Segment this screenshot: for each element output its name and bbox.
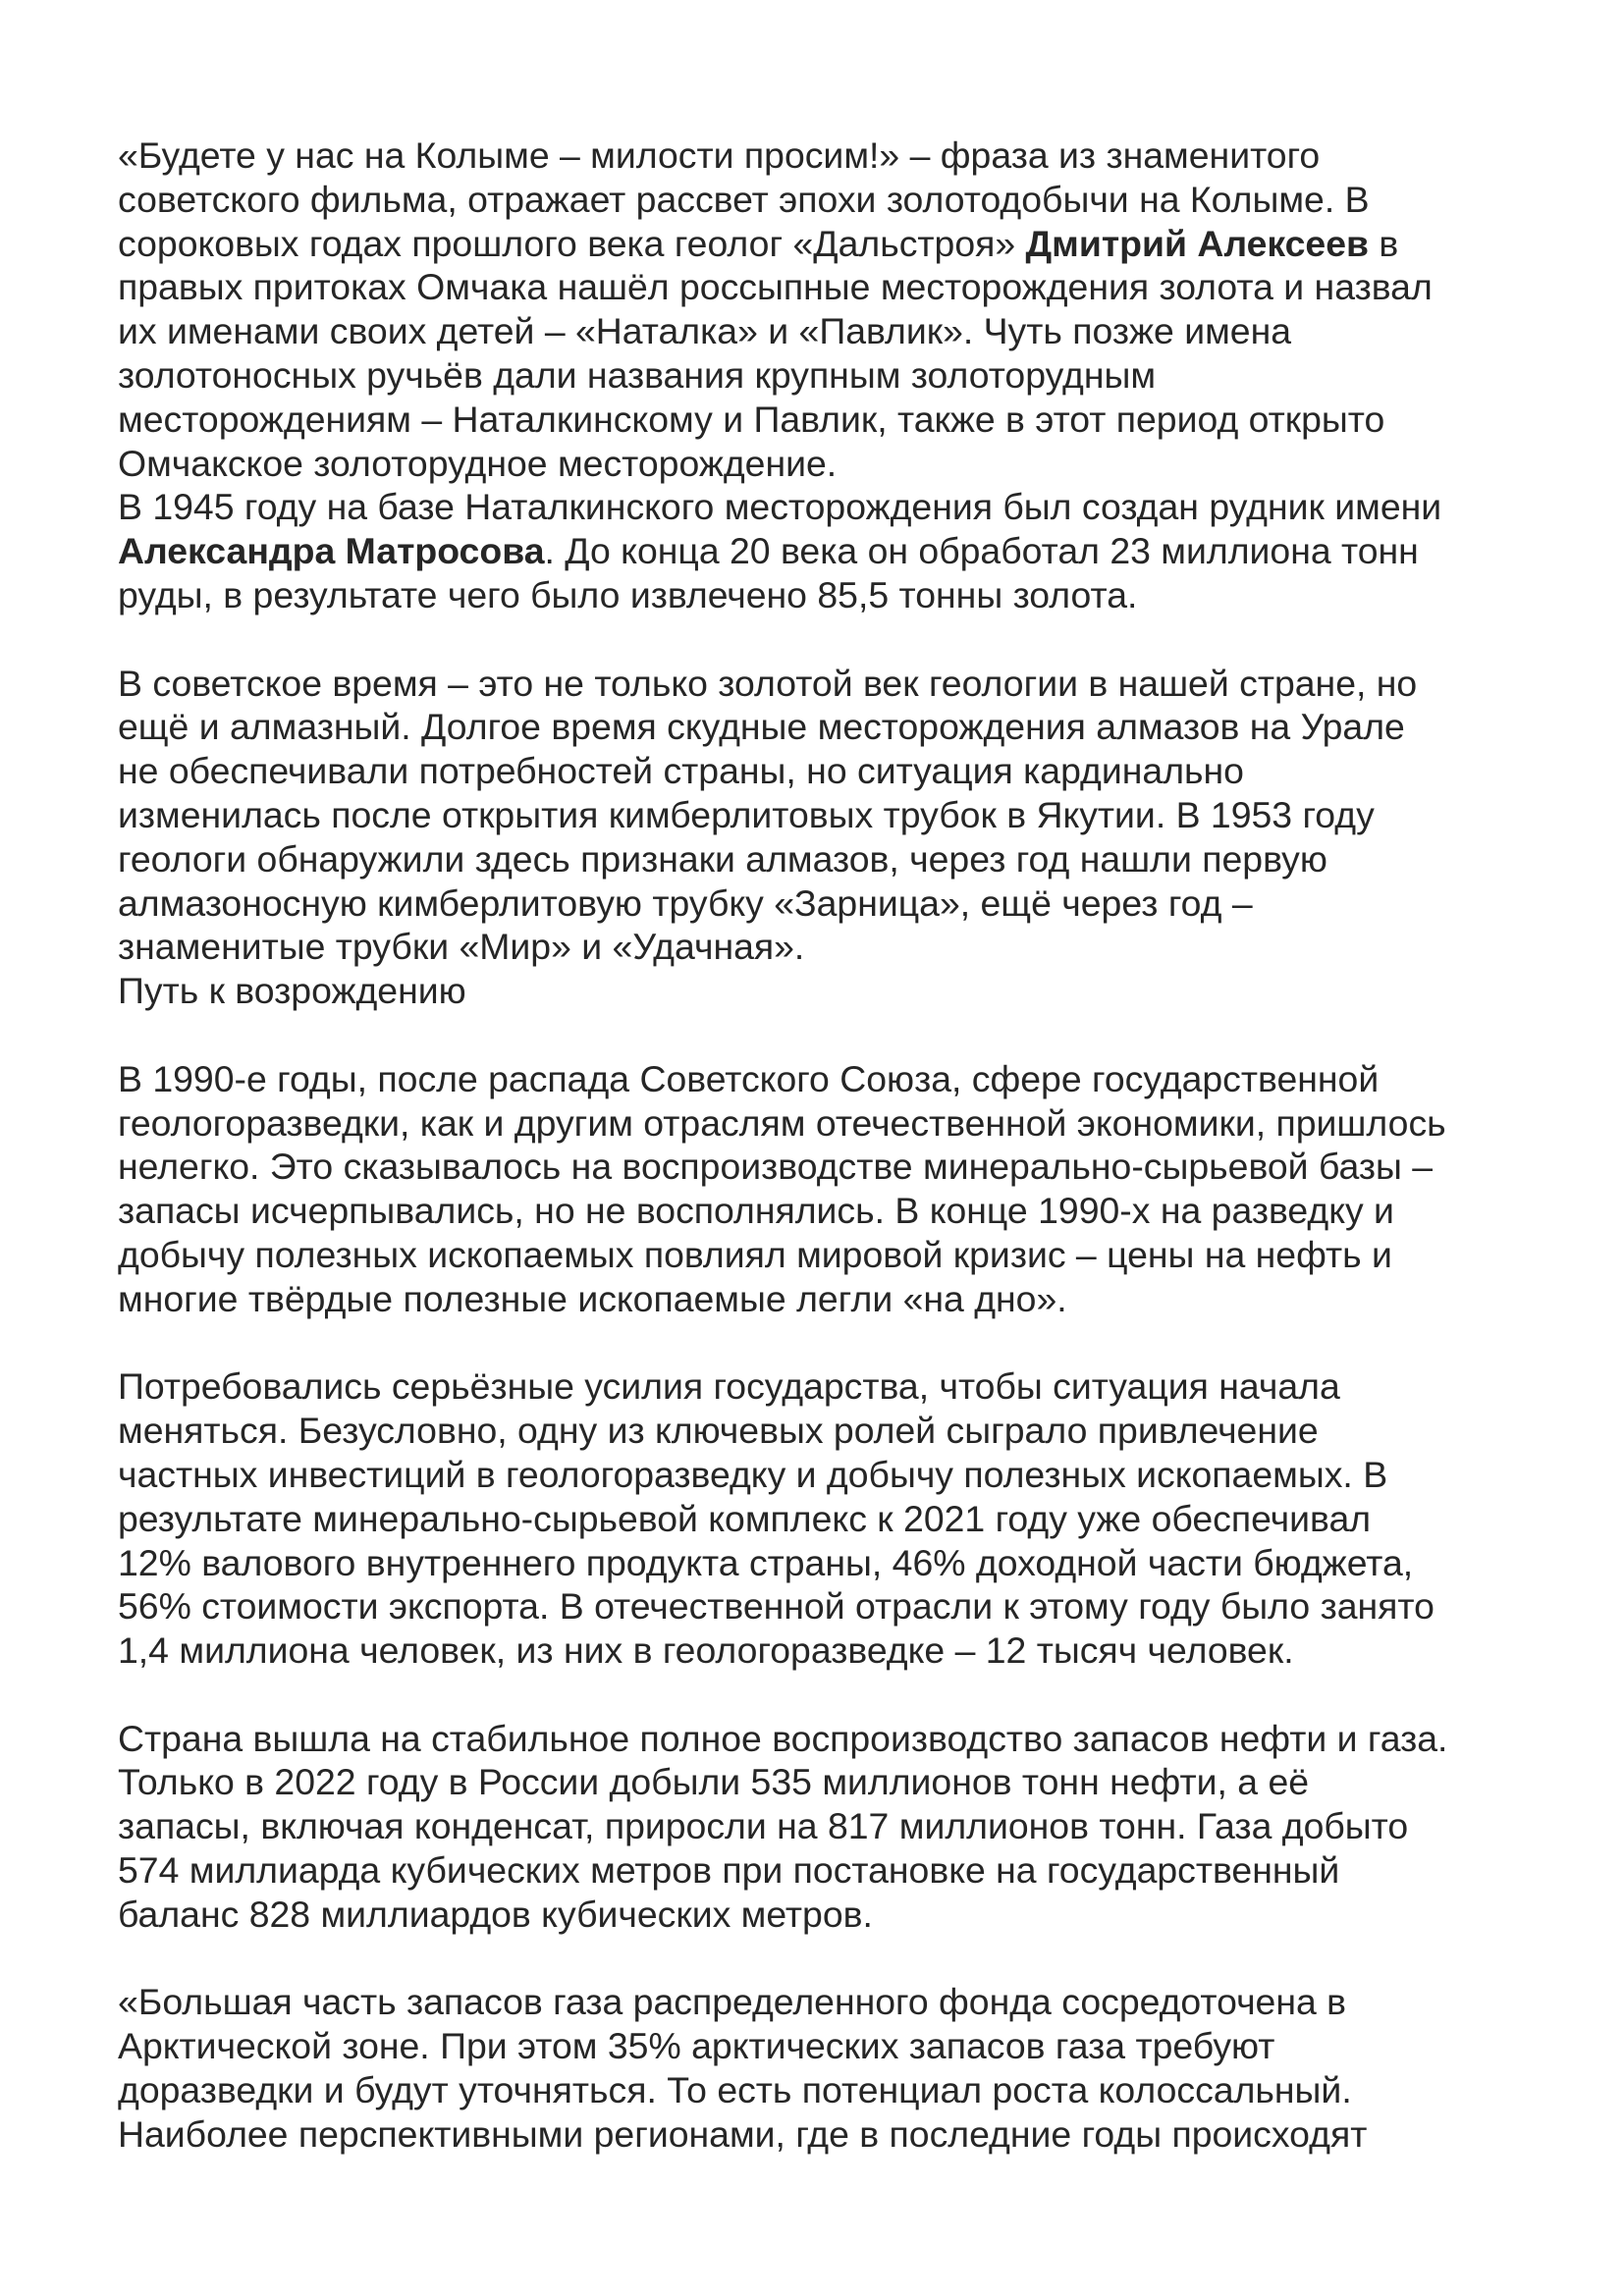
paragraph-kolyma-gold <box>118 133 1532 485</box>
text-line: знаменитые трубки «Мир» и «Удачная». <box>118 926 805 968</box>
text-line: Наиболее перспективными регионами, где в последние годы происходят <box>118 2112 1368 2155</box>
text-line: алмазоносную кимберлитовую трубку «Зарница», ещё через год – <box>118 881 1253 924</box>
paragraph-spacer <box>118 1673 1532 1717</box>
paragraph-arctic-quote <box>118 1980 1532 2156</box>
text-line <box>118 222 1532 266</box>
text-line: результате минерально-сырьевой комплекс к 2021 году уже обеспечивал <box>118 1497 1372 1539</box>
text-line: правых притоках Омчака нашёл россыпные месторождения золота и назвал <box>118 266 1433 308</box>
text-line: В 1990-е годы, после распада Советского Союза, сфере государственной <box>118 1057 1380 1099</box>
text-line: не обеспечивали потребностей страны, но ситуация кардинально <box>118 750 1244 792</box>
text-line: месторождениям – Наталкинскому и Павлик, также в этот период открыто <box>118 398 1385 440</box>
text-line: 12% валового внутреннего продукта страны, 46% доходной части бюджета, <box>118 1541 1414 1583</box>
text-run: . До конца 20 века он обработал 23 миллиона тонн <box>544 530 1419 572</box>
text-line: геологи обнаружили здесь признаки алмазов, через год нашли первую <box>118 837 1327 880</box>
paragraph-matrosov-mine <box>118 485 1532 616</box>
name-dmitry-alekseev: Дмитрий Алексеев <box>1025 222 1369 264</box>
paragraph-spacer <box>118 1321 1532 1365</box>
name-alexander-matrosov: Александра Матросова <box>118 530 545 572</box>
text-line: руды, в результате чего было извлечено 85,5 тонны золота. <box>118 573 1138 615</box>
text-line: многие твёрдые полезные ископаемые легли «на дно». <box>118 1277 1067 1319</box>
text-line: Омчакское золоторудное месторождение. <box>118 442 838 484</box>
text-line: 574 миллиарда кубических метров при постановке на государственный <box>118 1849 1340 1892</box>
text-line: частных инвестиций в геологоразведку и добычу полезных ископаемых. В <box>118 1453 1388 1495</box>
text-line: геологоразведки, как и другим отраслям отечественной экономики, пришлось <box>118 1101 1446 1144</box>
text-line: 1,4 миллиона человек, из них в геологоразведке – 12 тысяч человек. <box>118 1629 1294 1672</box>
text-line: Только в 2022 году в России добыли 535 миллионов тонн нефти, а её <box>118 1761 1310 1803</box>
text-line: ещё и алмазный. Долгое время скудные месторождения алмазов на Урале <box>118 706 1405 748</box>
text-line: 56% стоимости экспорта. В отечественной отрасли к этому году было занято <box>118 1585 1435 1628</box>
paragraph-1990s <box>118 1057 1532 1321</box>
text-line: баланс 828 миллиардов кубических метров. <box>118 1893 873 1935</box>
text-line: золотоносных ручьёв дали названия крупным золоторудным <box>118 353 1157 396</box>
text-line: запасы исчерпывались, но не восполнялись. В конце 1990-х на разведку и <box>118 1190 1394 1232</box>
paragraph-spacer <box>118 1937 1532 1981</box>
text-line: В 1945 году на базе Наталкинского месторождения был создан рудник имени <box>118 486 1442 528</box>
section-heading: Путь к возрождению <box>118 970 466 1012</box>
text-line: запасы, включая конденсат, приросли на 817 миллионов тонн. Газа добыто <box>118 1805 1409 1847</box>
text-line: «Большая часть запасов газа распределенного фонда сосредоточена в <box>118 1981 1347 2023</box>
text-line: доразведки и будут уточняться. То есть потенциал роста колоссальный. <box>118 2069 1352 2111</box>
text-line: Арктической зоне. При этом 35% арктических запасов газа требуют <box>118 2025 1275 2067</box>
text-run: сороковых годах прошлого века геолог «Дальстроя» <box>118 222 1026 264</box>
paragraph-diamonds <box>118 662 1532 970</box>
text-line: нелегко. Это сказывалось на воспроизводстве минерально-сырьевой базы – <box>118 1146 1434 1188</box>
text-line <box>118 529 1532 573</box>
text-line: советского фильма, отражает рассвет эпохи золотодобычи на Колыме. В <box>118 178 1370 220</box>
text-line: меняться. Безусловно, одну из ключевых ролей сыграло привлечение <box>118 1410 1319 1452</box>
text-run: в <box>1369 222 1399 264</box>
body-text <box>118 133 1532 2157</box>
text-line: В советское время – это не только золотой век геологии в нашей стране, но <box>118 662 1418 704</box>
paragraph-spacer <box>118 617 1532 662</box>
paragraph-spacer <box>118 1013 1532 1057</box>
text-line: «Будете у нас на Колыме – милости просим!» – фраза из знаменитого <box>118 134 1321 176</box>
text-line: Страна вышла на стабильное полное воспроизводство запасов нефти и газа. <box>118 1717 1448 1759</box>
paragraph-oil-gas <box>118 1717 1532 1937</box>
text-line: Потребовались серьёзные усилия государства, чтобы ситуация начала <box>118 1365 1340 1408</box>
paragraph-state-efforts <box>118 1364 1532 1673</box>
text-line: их именами своих детей – «Наталка» и «Павлик». Чуть позже имена <box>118 310 1292 352</box>
text-line: изменилась после открытия кимберлитовых трубок в Якутии. В 1953 году <box>118 793 1375 835</box>
text-line: добычу полезных ископаемых повлиял мировой кризис – цены на нефть и <box>118 1233 1392 1275</box>
